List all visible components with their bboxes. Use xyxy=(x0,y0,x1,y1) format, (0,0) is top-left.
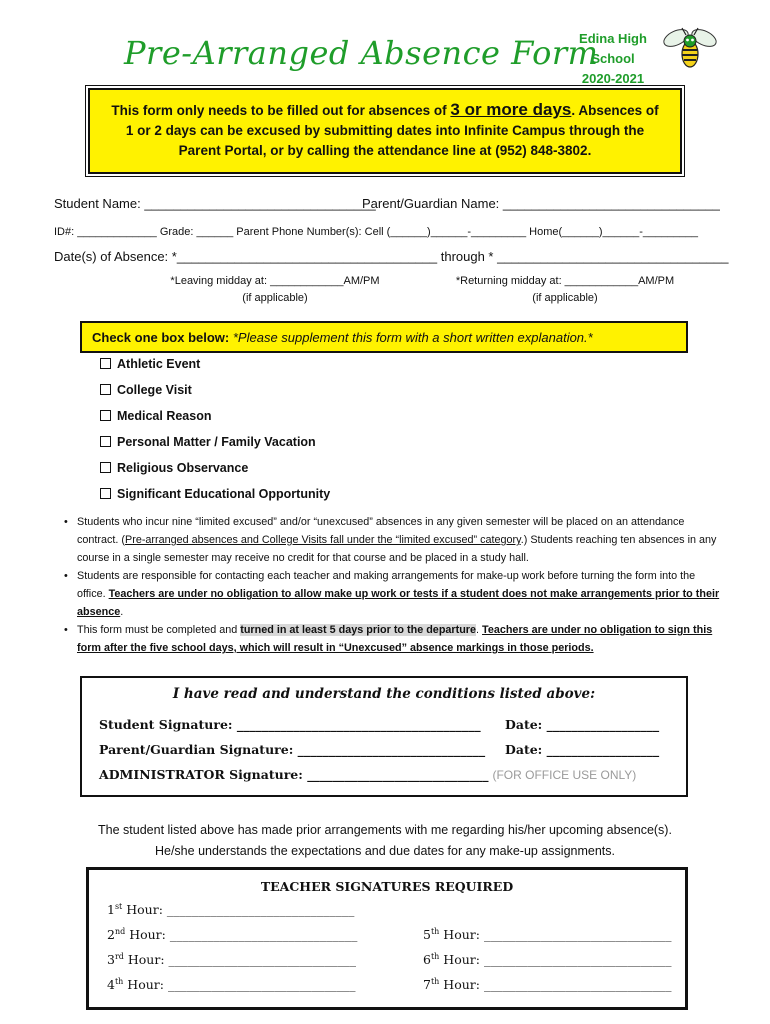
bullet-underlined: Teachers are under no obligation to allow make up work or tests if a student does not make arrangements prior to their absence xyxy=(77,588,720,618)
bullet-absence-limit xyxy=(60,513,720,567)
check-one-box-bar xyxy=(80,321,688,353)
bullet-deadline xyxy=(60,621,720,657)
bullet-highlight: turned in at least 5 days prior to the departure xyxy=(240,624,477,636)
school-year: 2020-2021 xyxy=(581,71,645,86)
teacher-signatures-box xyxy=(86,867,688,1010)
bullet-makeup-work xyxy=(60,567,720,621)
option-athletic-event[interactable] xyxy=(100,357,200,371)
guardian-signature-field[interactable]: Parent/Guardian Signature: ______________________________ xyxy=(99,742,486,757)
absence-dates-field[interactable]: Date(s) of Absence: *____________________________________ through * ________________________________ xyxy=(54,249,729,264)
bullet-text: . xyxy=(476,624,483,636)
arrangement-line-2: He/she understands the expectations and due dates for any make-up assignments. xyxy=(154,844,615,858)
hour-5-signature[interactable]: 5th Hour: ______________________________ xyxy=(423,927,672,943)
bullet-text: . xyxy=(120,606,124,618)
checkbox[interactable] xyxy=(100,436,111,447)
leaving-midday xyxy=(160,273,390,307)
hour-1-signature[interactable]: 1st Hour: ______________________________ xyxy=(107,902,355,918)
notice-box xyxy=(88,88,682,174)
option-religious-observance[interactable] xyxy=(100,461,248,475)
option-college-visit[interactable] xyxy=(100,383,192,397)
returning-midday-field[interactable]: *Returning midday at: ____________AM/PM xyxy=(455,275,675,287)
student-signature-field[interactable]: Student Signature: _______________________________________ xyxy=(99,717,481,732)
option-label: College Visit xyxy=(117,383,192,397)
bullet-text: This form must be completed and xyxy=(77,624,241,636)
acknowledgement-heading: I have read and understand the conditions listed above: xyxy=(172,686,596,702)
student-name-field[interactable]: Student Name: ________________________________ xyxy=(54,196,376,211)
hour-2-signature[interactable]: 2nd Hour: ______________________________ xyxy=(107,927,358,943)
option-label: Medical Reason xyxy=(117,409,212,423)
bullet-underlined: Teachers are under no obligation to sign this form after the five school days, which will result in “Unexcused” absence markings in those periods. xyxy=(77,624,713,654)
checkbox[interactable] xyxy=(100,358,111,369)
form-title: Pre-Arranged Absence Form xyxy=(124,34,599,72)
admin-signature-row xyxy=(99,767,636,782)
hour-6-signature[interactable]: 6th Hour: ______________________________ xyxy=(423,952,672,968)
arrangement-statement xyxy=(40,820,730,862)
option-label: Religious Observance xyxy=(117,461,249,475)
student-date-field[interactable]: Date: __________________ xyxy=(505,717,660,732)
option-educational-opportunity[interactable] xyxy=(100,487,330,501)
id-grade-phone-field[interactable]: ID#: _____________ Grade: ______ Parent Phone Number(s): Cell (______)______-_________ Home(______)______-_________ xyxy=(54,226,698,238)
admin-signature-field[interactable]: ADMINISTRATOR Signature: _____________________________ xyxy=(99,767,489,782)
bullet-text: Students who incur nine “limited excused” and/or “unexcused” absences in any given semester will be placed on an attendance contract. ( xyxy=(77,516,685,546)
bullet-underlined: Pre-arranged absences and College Visits fall under the “limited excused” category xyxy=(125,534,521,546)
checkbox[interactable] xyxy=(100,488,111,499)
option-label: Significant Educational Opportunity xyxy=(117,487,331,501)
returning-midday xyxy=(445,273,685,307)
notice-text-end: . Absences of 1 or 2 days can be excused by submitting dates into Infinite Campus through the Parent Portal, or by calling the attendance line at (952) 848-3802. xyxy=(125,103,659,158)
notice-emphasis: 3 or more days xyxy=(450,100,572,119)
leaving-note: (if applicable) xyxy=(242,292,308,304)
teacher-signatures-heading: TEACHER SIGNATURES REQUIRED xyxy=(260,879,514,894)
bullet-text: .) Students reaching ten absences in any course in a single semester may receive no credit for that course and be placed in a study hall. xyxy=(77,534,717,564)
hour-3-signature[interactable]: 3rd Hour: ______________________________ xyxy=(107,952,357,968)
hornet-mascot-icon xyxy=(662,24,718,70)
school-name: Edina High School xyxy=(579,31,647,66)
option-label: Personal Matter / Family Vacation xyxy=(117,435,316,449)
school-info xyxy=(558,29,668,89)
notice-text-start: This form only needs to be filled out for absences of xyxy=(111,103,451,118)
bullet-text: Students are responsible for contacting each teacher and making arrangements for make-up work before turning the form into the office. xyxy=(77,570,696,600)
checkbox[interactable] xyxy=(100,410,111,421)
returning-note: (if applicable) xyxy=(532,292,598,304)
acknowledgement-box xyxy=(80,676,688,797)
checkbox[interactable] xyxy=(100,384,111,395)
check-instruction: *Please supplement this form with a short written explanation.* xyxy=(229,330,593,345)
leaving-midday-field[interactable]: *Leaving midday at: ____________AM/PM xyxy=(170,275,380,287)
check-label: Check one box below: xyxy=(92,330,230,345)
office-use-note: (FOR OFFICE USE ONLY) xyxy=(492,768,637,782)
guardian-date-field[interactable]: Date: __________________ xyxy=(505,742,660,757)
hour-4-signature[interactable]: 4th Hour: ______________________________ xyxy=(107,977,356,993)
option-personal-matter[interactable] xyxy=(100,435,316,449)
policy-bullets xyxy=(60,513,720,657)
hour-7-signature[interactable]: 7th Hour: ______________________________ xyxy=(423,977,672,993)
arrangement-line-1: The student listed above has made prior arrangements with me regarding his/her upcoming absence(s). xyxy=(98,823,672,837)
option-medical-reason[interactable] xyxy=(100,409,211,423)
option-label: Athletic Event xyxy=(117,357,201,371)
checkbox[interactable] xyxy=(100,462,111,473)
guardian-name-field[interactable]: Parent/Guardian Name: ______________________________ xyxy=(362,196,720,211)
